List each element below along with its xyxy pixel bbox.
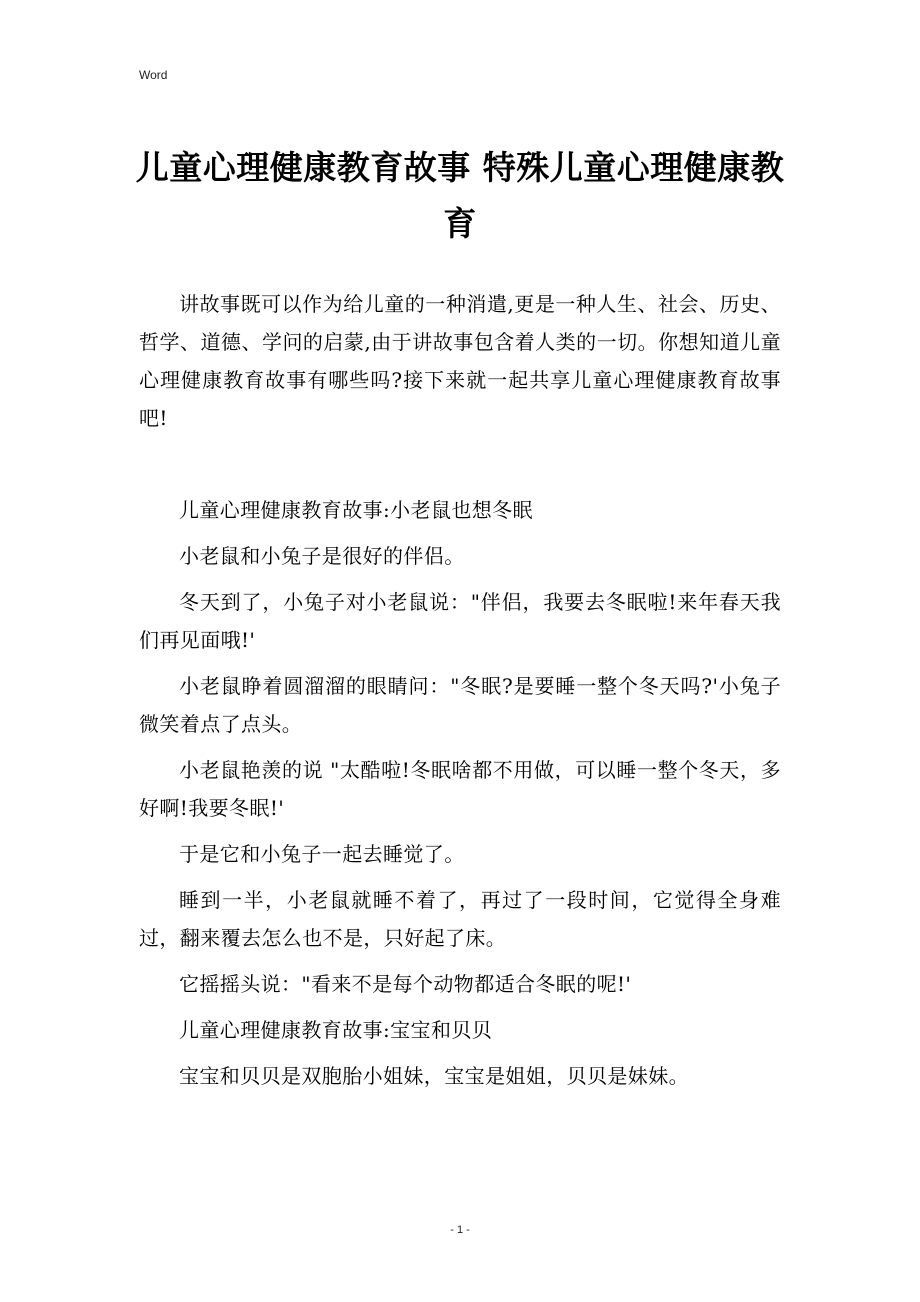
story-paragraph: 它摇摇头说："看来不是每个动物都适合冬眠的呢!' — [179, 972, 632, 996]
story-heading: 儿童心理健康教育故事:宝宝和贝贝 — [179, 1018, 493, 1042]
document-body — [139, 285, 781, 1103]
story-paragraph: 宝宝和贝贝是双胞胎小姐妹，宝宝是姐姐，贝贝是妹妹。 — [179, 1064, 689, 1088]
story-paragraph: 冬天到了，小兔子对小老鼠说："伴侣，我要去冬眠啦!来年春天我们再见面哦!' — [139, 590, 781, 652]
story-paragraph: 于是它和小兔子一起去睡觉了。 — [179, 842, 465, 866]
intro-paragraph: 讲故事既可以作为给儿童的一种消遣,更是一种人生、社会、历史、哲学、道德、学问的启蒙,由于讲故事包含着人类的一切。你想知道儿童心理健康教育故事有哪些吗?接下来就一起共享儿童心理健康教育故事吧! — [139, 292, 781, 430]
story-paragraph: 小老鼠艳羡的说 "太酷啦!冬眠啥都不用做，可以睡一整个冬天，多好啊!我要冬眠!' — [139, 758, 781, 820]
story-heading: 儿童心理健康教育故事:小老鼠也想冬眠 — [179, 498, 533, 522]
story-paragraph: 小老鼠睁着圆溜溜的眼睛问："冬眠?是要睡一整个冬天吗?'小兔子微笑着点了点头。 — [139, 674, 781, 736]
story-paragraph: 睡到一半，小老鼠就睡不着了，再过了一段时间，它觉得全身难过，翻来覆去怎么也不是，只好起了床。 — [139, 888, 781, 950]
document-title: 儿童心理健康教育故事 特殊儿童心理健康教育 — [135, 148, 785, 243]
header-label: Word — [139, 68, 168, 82]
story-paragraph: 小老鼠和小兔子是很好的伴侣。 — [179, 544, 465, 568]
page-number: - 1 - — [450, 1224, 470, 1236]
